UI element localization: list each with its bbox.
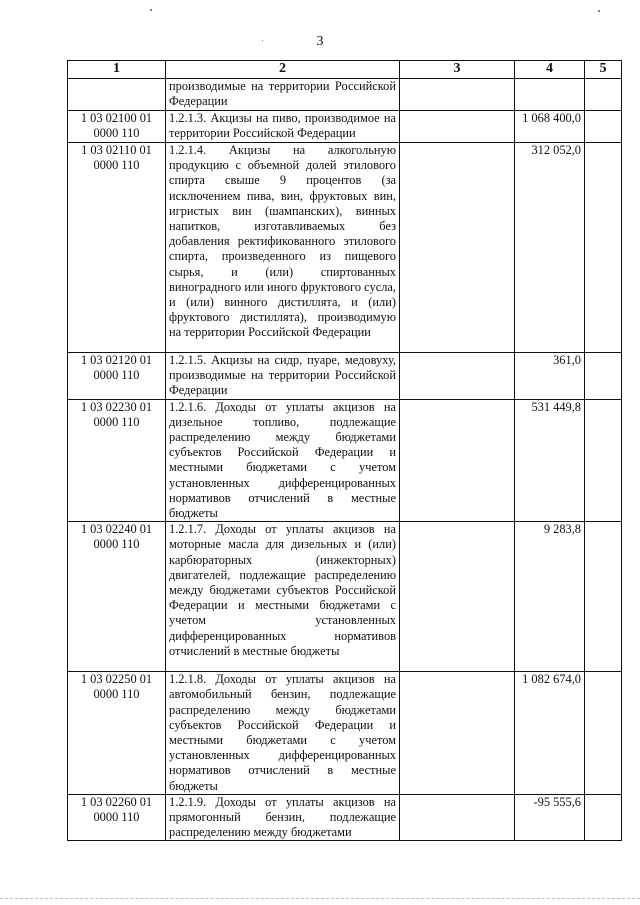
scan-edge-line	[0, 898, 640, 899]
scan-speck	[598, 10, 600, 12]
row-name-text: производимые на территории Российской Федерации	[169, 79, 396, 109]
table-row	[68, 79, 622, 111]
row-name	[166, 672, 400, 795]
row-name-text: 1.2.1.9. Доходы от уплаты акцизов на прямогонный бензин, подлежащие распределению между бюджетами	[169, 794, 396, 840]
row-name	[166, 143, 400, 353]
row-name	[166, 111, 400, 143]
row-name-text: 1.2.1.6. Доходы от уплаты акцизов на дизельное топливо, подлежащие распределению между бюджетами субъектов Российской Федерации и местными бюджетами с учетом установленных дифференцированных нормативов отчислений в местные бюджеты	[169, 399, 396, 521]
row-code: 1 03 02250 01 0000 110	[68, 672, 166, 795]
row-code: 1 03 02240 01 0000 110	[68, 522, 166, 672]
row-col5	[585, 353, 622, 400]
table-body	[68, 79, 622, 841]
row-col5	[585, 522, 622, 672]
scan-speck	[150, 9, 152, 11]
row-name-text: 1.2.1.7. Доходы от уплаты акцизов на моторные масла для дизельных и (или) карбюраторных (инжекторных) двигателей, подлежащие распределению между бюджетами субъектов Российской Федерации и местными бюджетами с учетом установленных дифференцированных нормативов отчислений в местные бюджеты	[169, 522, 396, 658]
page-number: 3	[316, 34, 324, 49]
row-amount: 1 068 400,0	[515, 111, 585, 143]
row-code: 1 03 02230 01 0000 110	[68, 399, 166, 522]
table-row	[68, 143, 622, 353]
row-name-text: 1.2.1.5. Акцизы на сидр, пуаре, медовуху, производимые на территории Российской Федерации	[169, 353, 396, 398]
table-row	[68, 353, 622, 400]
row-amount: 1 082 674,0	[515, 672, 585, 795]
row-name	[166, 353, 400, 400]
row-amount: 312 052,0	[515, 143, 585, 353]
row-col5	[585, 672, 622, 795]
row-code: 1 03 02120 01 0000 110	[68, 353, 166, 400]
row-col3	[400, 399, 515, 522]
row-amount	[515, 79, 585, 111]
row-amount: 531 449,8	[515, 399, 585, 522]
row-name	[166, 794, 400, 841]
row-name	[166, 79, 400, 111]
row-col3	[400, 522, 515, 672]
scan-speck	[262, 40, 263, 41]
header-col-4: 4	[515, 61, 585, 79]
table-row	[68, 522, 622, 672]
row-col3	[400, 79, 515, 111]
row-name-text: 1.2.1.4. Акцизы на алкогольную продукцию с объемной долей этилового спирта свыше 9 процентов (за исключением пива, вин, фруктовых вин, игристых вин (шампанских), винных напитков, изготавливаемых без добавления ректификованного этилового спирта, произведенного из пищевого сырья, и (или) спиртованных виноградного или иного фруктового сусла, и (или) винного дистиллята, и (или) фруктового дистиллята), производимую на территории Российской Федерации	[169, 143, 396, 340]
row-code: 1 03 02100 01 0000 110	[68, 111, 166, 143]
row-col3	[400, 353, 515, 400]
row-col5	[585, 143, 622, 353]
table-header-row	[68, 61, 622, 79]
header-col-5: 5	[585, 61, 622, 79]
table-row	[68, 672, 622, 795]
row-code: 1 03 02260 01 0000 110	[68, 794, 166, 841]
row-col5	[585, 111, 622, 143]
header-col-3: 3	[400, 61, 515, 79]
row-col3	[400, 143, 515, 353]
row-amount: 361,0	[515, 353, 585, 400]
row-name	[166, 522, 400, 672]
row-name-text: 1.2.1.3. Акцизы на пиво, производимое на территории Российской Федерации	[169, 111, 396, 141]
row-code: 1 03 02110 01 0000 110	[68, 143, 166, 353]
row-col3	[400, 111, 515, 143]
row-col3	[400, 672, 515, 795]
row-col5	[585, 794, 622, 841]
row-amount: -95 555,6	[515, 794, 585, 841]
header-col-2: 2	[166, 61, 400, 79]
table-row	[68, 111, 622, 143]
table-row	[68, 399, 622, 522]
row-name	[166, 399, 400, 522]
row-name-text: 1.2.1.8. Доходы от уплаты акцизов на автомобильный бензин, подлежащие распределению между бюджетами субъектов Российской Федерации и местными бюджетами с учетом установленных дифференцированных нормативов отчислений в местные бюджеты	[169, 672, 396, 793]
revenue-table	[67, 60, 622, 841]
row-col3	[400, 794, 515, 841]
row-amount: 9 283,8	[515, 522, 585, 672]
row-col5	[585, 399, 622, 522]
table-row	[68, 794, 622, 841]
row-col5	[585, 79, 622, 111]
header-col-1: 1	[68, 61, 166, 79]
row-code	[68, 79, 166, 111]
